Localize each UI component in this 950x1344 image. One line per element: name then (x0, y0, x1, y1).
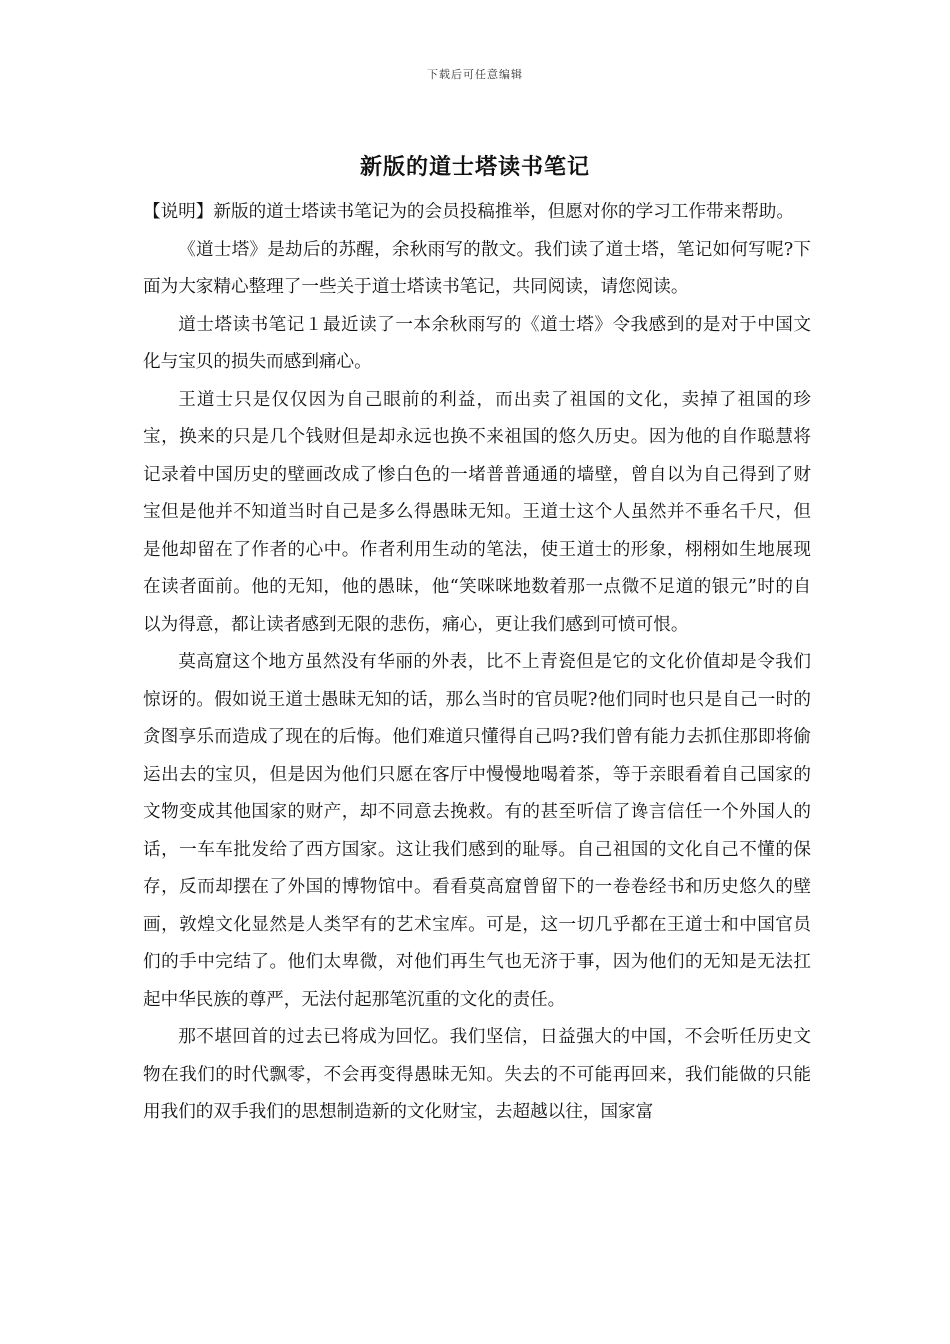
header-note: 下载后可任意编辑 (427, 68, 523, 81)
paragraph-wang-daoshi: 王道士只是仅仅因为自己眼前的利益，而出卖了祖国的文化，卖掉了祖国的珍宝，换来的只是几个钱财但是却永远也换不来祖国的悠久历史。因为他的自作聪慧将记录着中国历史的壁画改成了惨白色的一堵普普通通的墙壁，曾自以为自己得到了财宝但是他并不知道当时自己是多么得愚昧无知。王道士这个人虽然并不垂名千尺，但是他却留在了作者的心中。作者利用生动的笔法，使王道士的形象，栩栩如生地展现在读者面前。他的无知，他的愚昧，他“笑咪咪地数着那一点微不足道的银元”时的自以为得意，都让读者感到无限的悲伤，痛心，更让我们感到可愤可恨。 (143, 389, 811, 635)
document-body (143, 194, 811, 1132)
paragraph-description: 【说明】新版的道士塔读书笔记为的会员投稿推举，但愿对你的学习工作带来帮助。 (143, 202, 794, 222)
paragraph-conclusion: 那不堪回首的过去已将成为回忆。我们坚信，日益强大的中国，不会听任历史文物在我们的时代飘零，不会再变得愚昧无知。失去的不可能再回来，我们能做的只能用我们的双手我们的思想制造新的文化财宝，去超越以往，国家富 (143, 1027, 811, 1122)
paragraph-mogao-caves: 莫高窟这个地方虽然没有华丽的外表，比不上青瓷但是它的文化价值却是令我们惊讶的。假如说王道士愚昧无知的话，那么当时的官员呢?他们同时也只是自己一时的贪图享乐而造成了现在的后悔。他们难道只懂得自己吗?我们曾有能力去抓住那即将偷运出去的宝贝，但是因为他们只愿在客厅中慢慢地喝着茶，等于亲眼看着自己国家的文物变成其他国家的财产，却不同意去挽救。有的甚至听信了谗言信任一个外国人的话，一车车批发给了西方国家。这让我们感到的耻辱。自己祖国的文化自己不懂的保存，反而却摆在了外国的博物馆中。看看莫高窟曾留下的一卷卷经书和历史悠久的壁画，敦煌文化显然是人类罕有的艺术宝库。可是，这一切几乎都在王道士和中国官员们的手中完结了。他们太卑微，对他们再生气也无济于事，因为他们的无知是无法扛起中华民族的尊严，无法付起那笔沉重的文化的责任。 (143, 652, 811, 1010)
paragraph-note-1: 道士塔读书笔记１最近读了一本余秋雨写的《道士塔》令我感到的是对于中国文化与宝贝的损失而感到痛心。 (143, 314, 811, 372)
document-title: 新版的道士塔读书笔记 (359, 154, 590, 180)
paragraph-intro: 《道士塔》是劫后的苏醒，余秋雨写的散文。我们读了道士塔，笔记如何写呢?下面为大家精心整理了一些关于道士塔读书笔记，共同阅读，请您阅读。 (143, 239, 811, 297)
